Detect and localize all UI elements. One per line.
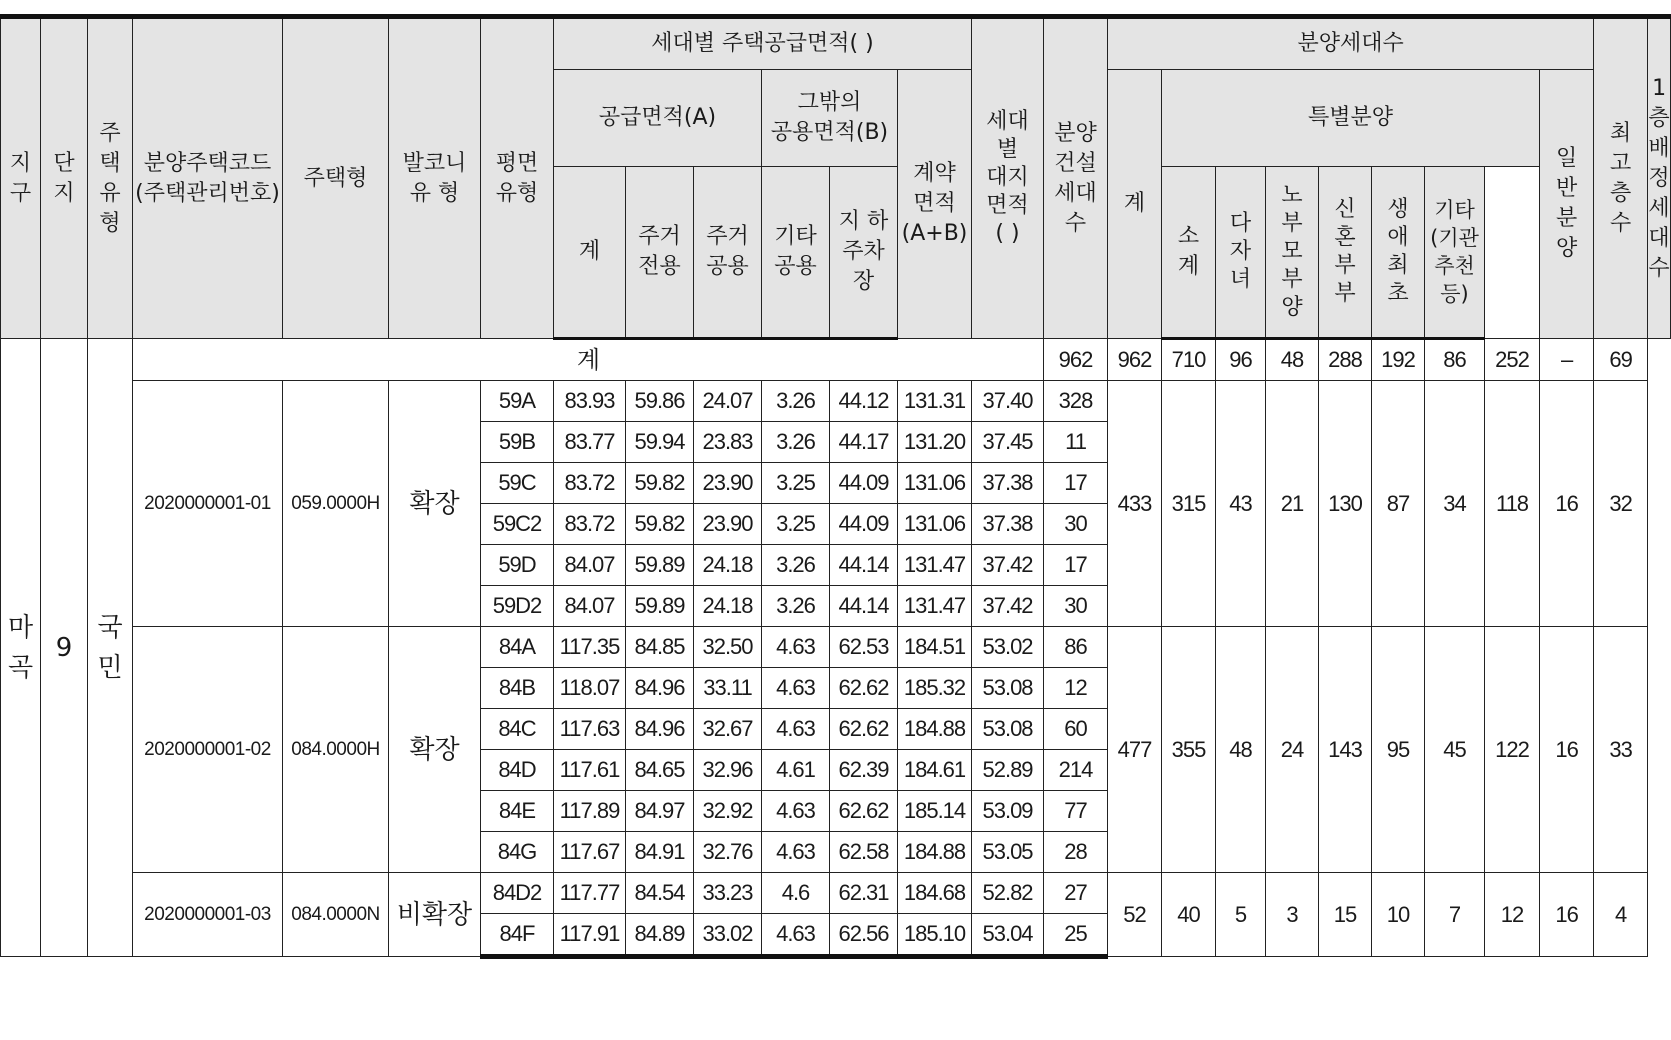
total-label: 계 — [133, 339, 1044, 381]
supply-area-cell: 117.89 — [554, 791, 626, 832]
housing-supply-table — [0, 14, 1671, 959]
living-exclusive-cell: 84.54 — [626, 873, 694, 914]
supply-area-cell: 117.63 — [554, 709, 626, 750]
multi-child-cell: 5 — [1216, 873, 1266, 957]
contract-area-cell: 184.61 — [898, 750, 972, 791]
contract-area-cell: 184.88 — [898, 832, 972, 873]
first-floor-cell: 33 — [1594, 627, 1648, 873]
header-complex: 단 지 — [41, 17, 88, 339]
etc-common-cell: 4.63 — [762, 668, 830, 709]
parking-cell: 62.62 — [830, 791, 898, 832]
land-area-cell: 37.42 — [972, 545, 1044, 586]
plan-cell: 59D2 — [481, 586, 554, 627]
parking-cell: 44.14 — [830, 545, 898, 586]
header-first-floor: 1층 배정 세대 수 — [1648, 17, 1671, 339]
etc-common-cell: 4.63 — [762, 791, 830, 832]
etc-common-cell: 3.26 — [762, 545, 830, 586]
living-common-cell: 32.76 — [694, 832, 762, 873]
supply-area-cell: 117.67 — [554, 832, 626, 873]
households-cell: 28 — [1044, 832, 1108, 873]
plan-cell: 59D — [481, 545, 554, 586]
max-floor-cell: 16 — [1540, 873, 1594, 957]
header-plan: 평면 유형 — [481, 17, 554, 339]
households-cell: 30 — [1044, 504, 1108, 545]
supply-area-cell: 118.07 — [554, 668, 626, 709]
total-first-time: 192 — [1372, 339, 1425, 381]
supply-area-cell: 84.07 — [554, 586, 626, 627]
living-exclusive-cell: 84.97 — [626, 791, 694, 832]
total-households: 962 — [1044, 339, 1108, 381]
table-row — [1, 381, 1671, 422]
header-supply-total: 계 — [554, 167, 626, 339]
header-other-common: 그밖의 공용면적(B) — [762, 70, 898, 167]
supply-area-cell: 117.77 — [554, 873, 626, 914]
households-cell: 86 — [1044, 627, 1108, 668]
land-area-cell: 53.09 — [972, 791, 1044, 832]
header-elderly-parent: 노 부 모 부 양 — [1266, 167, 1319, 339]
header-balcony: 발코니 유 형 — [389, 17, 481, 339]
total-others: 86 — [1425, 339, 1485, 381]
etc-common-cell: 4.63 — [762, 832, 830, 873]
contract-area-cell: 131.31 — [898, 381, 972, 422]
contract-area-cell: 184.88 — [898, 709, 972, 750]
households-cell: 17 — [1044, 545, 1108, 586]
living-common-cell: 32.92 — [694, 791, 762, 832]
header-living-exclusive: 주거 전용 — [626, 167, 694, 339]
supply-table-container — [0, 14, 1671, 959]
contract-area-cell: 185.32 — [898, 668, 972, 709]
sum-cell: 477 — [1108, 627, 1162, 873]
etc-common-cell: 4.61 — [762, 750, 830, 791]
living-common-cell: 33.23 — [694, 873, 762, 914]
header-sale-group: 분양세대수 — [1108, 17, 1594, 70]
total-general: 252 — [1485, 339, 1540, 381]
plan-cell: 84D2 — [481, 873, 554, 914]
header-land-area: 세대 별 대지 면적 ( ) — [972, 17, 1044, 339]
max-floor-cell: 16 — [1540, 627, 1594, 873]
plan-cell: 84C — [481, 709, 554, 750]
land-area-cell: 37.38 — [972, 463, 1044, 504]
header-first-time: 생 애 최 초 — [1372, 167, 1425, 339]
balcony-cell: 확장 — [389, 627, 481, 873]
plan-cell: 84A — [481, 627, 554, 668]
living-common-cell: 23.90 — [694, 463, 762, 504]
district-cell: 마 곡 — [1, 339, 41, 957]
total-newlywed: 288 — [1319, 339, 1372, 381]
living-exclusive-cell: 59.82 — [626, 463, 694, 504]
multi-child-cell: 43 — [1216, 381, 1266, 627]
land-area-cell: 37.38 — [972, 504, 1044, 545]
header-unit-type: 주택형 — [283, 17, 389, 339]
header-others: 기타 (기관 추천 등) — [1425, 167, 1485, 339]
header-underground-parking: 지 하 주차 장 — [830, 167, 898, 339]
elderly-parent-cell: 3 — [1266, 873, 1319, 957]
newlywed-cell: 130 — [1319, 381, 1372, 627]
first-time-cell: 95 — [1372, 627, 1425, 873]
households-cell: 60 — [1044, 709, 1108, 750]
etc-common-cell: 3.26 — [762, 586, 830, 627]
multi-child-cell: 48 — [1216, 627, 1266, 873]
living-exclusive-cell: 59.89 — [626, 586, 694, 627]
households-cell: 17 — [1044, 463, 1108, 504]
header-newlywed: 신 혼 부 부 — [1319, 167, 1372, 339]
land-area-cell: 52.82 — [972, 873, 1044, 914]
header-housing-type: 주 택 유 형 — [88, 17, 133, 339]
newlywed-cell: 15 — [1319, 873, 1372, 957]
total-max-floor: – — [1540, 339, 1594, 381]
living-common-cell: 24.07 — [694, 381, 762, 422]
unit-type-cell: 059.0000H — [283, 381, 389, 627]
land-area-cell: 53.04 — [972, 914, 1044, 957]
total-multi-child: 96 — [1216, 339, 1266, 381]
living-common-cell: 33.11 — [694, 668, 762, 709]
housing-code-cell: 2020000001-02 — [133, 627, 283, 873]
first-floor-cell: 32 — [1594, 381, 1648, 627]
etc-common-cell: 4.6 — [762, 873, 830, 914]
parking-cell: 44.09 — [830, 504, 898, 545]
supply-area-cell: 117.61 — [554, 750, 626, 791]
total-first-floor: 69 — [1594, 339, 1648, 381]
unit-type-cell: 084.0000H — [283, 627, 389, 873]
plan-cell: 84B — [481, 668, 554, 709]
contract-area-cell: 131.20 — [898, 422, 972, 463]
households-cell: 30 — [1044, 586, 1108, 627]
sum-cell: 433 — [1108, 381, 1162, 627]
living-exclusive-cell: 84.65 — [626, 750, 694, 791]
households-cell: 11 — [1044, 422, 1108, 463]
header-general: 일 반 분 양 — [1540, 70, 1594, 339]
contract-area-cell: 131.47 — [898, 545, 972, 586]
max-floor-cell: 16 — [1540, 381, 1594, 627]
land-area-cell: 37.45 — [972, 422, 1044, 463]
header-multi-child: 다 자 녀 — [1216, 167, 1266, 339]
header-district: 지 구 — [1, 17, 41, 339]
parking-cell: 62.31 — [830, 873, 898, 914]
living-common-cell: 23.83 — [694, 422, 762, 463]
living-common-cell: 32.67 — [694, 709, 762, 750]
living-common-cell: 32.50 — [694, 627, 762, 668]
supply-area-cell: 117.91 — [554, 914, 626, 957]
contract-area-cell: 184.51 — [898, 627, 972, 668]
living-common-cell: 32.96 — [694, 750, 762, 791]
land-area-cell: 53.08 — [972, 668, 1044, 709]
balcony-cell: 확장 — [389, 381, 481, 627]
plan-cell: 59C — [481, 463, 554, 504]
parking-cell: 62.58 — [830, 832, 898, 873]
complex-cell: 9 — [41, 339, 88, 957]
housing-code-cell: 2020000001-01 — [133, 381, 283, 627]
header-etc-common: 기타 공용 — [762, 167, 830, 339]
table-row — [1, 873, 1671, 914]
total-row — [1, 339, 1671, 381]
contract-area-cell: 131.47 — [898, 586, 972, 627]
total-subtotal: 710 — [1162, 339, 1216, 381]
plan-cell: 84E — [481, 791, 554, 832]
parking-cell: 44.14 — [830, 586, 898, 627]
living-exclusive-cell: 59.94 — [626, 422, 694, 463]
elderly-parent-cell: 24 — [1266, 627, 1319, 873]
header-code: 분양주택코드 (주택관리번호) — [133, 17, 283, 339]
etc-common-cell: 3.26 — [762, 422, 830, 463]
plan-cell: 84F — [481, 914, 554, 957]
households-cell: 214 — [1044, 750, 1108, 791]
header-sale-households: 분양 건설 세대 수 — [1044, 17, 1108, 339]
living-exclusive-cell: 59.86 — [626, 381, 694, 422]
living-exclusive-cell: 59.82 — [626, 504, 694, 545]
parking-cell: 62.56 — [830, 914, 898, 957]
households-cell: 25 — [1044, 914, 1108, 957]
plan-cell: 59A — [481, 381, 554, 422]
living-common-cell: 33.02 — [694, 914, 762, 957]
land-area-cell: 53.05 — [972, 832, 1044, 873]
subtotal-cell: 315 — [1162, 381, 1216, 627]
header-special: 특별분양 — [1162, 70, 1540, 167]
plan-cell: 59C2 — [481, 504, 554, 545]
living-exclusive-cell: 84.96 — [626, 709, 694, 750]
parking-cell: 62.53 — [830, 627, 898, 668]
total-sum: 962 — [1108, 339, 1162, 381]
living-exclusive-cell: 84.85 — [626, 627, 694, 668]
parking-cell: 62.39 — [830, 750, 898, 791]
living-common-cell: 23.90 — [694, 504, 762, 545]
plan-cell: 59B — [481, 422, 554, 463]
land-area-cell: 37.40 — [972, 381, 1044, 422]
etc-common-cell: 4.63 — [762, 914, 830, 957]
etc-common-cell: 3.25 — [762, 463, 830, 504]
housing-code-cell: 2020000001-03 — [133, 873, 283, 957]
living-exclusive-cell: 84.91 — [626, 832, 694, 873]
households-cell: 12 — [1044, 668, 1108, 709]
living-exclusive-cell: 84.96 — [626, 668, 694, 709]
subtotal-cell: 40 — [1162, 873, 1216, 957]
contract-area-cell: 131.06 — [898, 504, 972, 545]
etc-common-cell: 4.63 — [762, 709, 830, 750]
header-subtotal: 소 계 — [1162, 167, 1216, 339]
parking-cell: 44.17 — [830, 422, 898, 463]
households-cell: 77 — [1044, 791, 1108, 832]
living-exclusive-cell: 59.89 — [626, 545, 694, 586]
header-area-group: 세대별 주택공급면적( ) — [554, 17, 972, 70]
header-sum: 계 — [1108, 70, 1162, 339]
balcony-cell: 비확장 — [389, 873, 481, 957]
header-max-floor: 최 고 층 수 — [1594, 17, 1648, 339]
land-area-cell: 53.08 — [972, 709, 1044, 750]
others-cell: 7 — [1425, 873, 1485, 957]
elderly-parent-cell: 21 — [1266, 381, 1319, 627]
plan-cell: 84G — [481, 832, 554, 873]
newlywed-cell: 143 — [1319, 627, 1372, 873]
header-contract-area: 계약 면적 (A+B) — [898, 70, 972, 339]
general-cell: 12 — [1485, 873, 1540, 957]
table-row — [1, 627, 1671, 668]
supply-area-cell: 84.07 — [554, 545, 626, 586]
housing-type-cell: 국 민 — [88, 339, 133, 957]
living-common-cell: 24.18 — [694, 586, 762, 627]
table-header — [1, 17, 1671, 339]
land-area-cell: 37.42 — [972, 586, 1044, 627]
land-area-cell: 52.89 — [972, 750, 1044, 791]
plan-cell: 84D — [481, 750, 554, 791]
land-area-cell: 53.02 — [972, 627, 1044, 668]
supply-area-cell: 83.72 — [554, 463, 626, 504]
unit-type-cell: 084.0000N — [283, 873, 389, 957]
parking-cell: 44.09 — [830, 463, 898, 504]
others-cell: 34 — [1425, 381, 1485, 627]
contract-area-cell: 185.14 — [898, 791, 972, 832]
living-exclusive-cell: 84.89 — [626, 914, 694, 957]
supply-area-cell: 117.35 — [554, 627, 626, 668]
header-supply-area: 공급면적(A) — [554, 70, 762, 167]
supply-area-cell: 83.93 — [554, 381, 626, 422]
first-time-cell: 10 — [1372, 873, 1425, 957]
sum-cell: 52 — [1108, 873, 1162, 957]
households-cell: 27 — [1044, 873, 1108, 914]
first-time-cell: 87 — [1372, 381, 1425, 627]
etc-common-cell: 3.25 — [762, 504, 830, 545]
etc-common-cell: 3.26 — [762, 381, 830, 422]
total-elderly-parent: 48 — [1266, 339, 1319, 381]
subtotal-cell: 355 — [1162, 627, 1216, 873]
contract-area-cell: 184.68 — [898, 873, 972, 914]
contract-area-cell: 185.10 — [898, 914, 972, 957]
header-living-common: 주거 공용 — [694, 167, 762, 339]
parking-cell: 44.12 — [830, 381, 898, 422]
parking-cell: 62.62 — [830, 668, 898, 709]
others-cell: 45 — [1425, 627, 1485, 873]
contract-area-cell: 131.06 — [898, 463, 972, 504]
etc-common-cell: 4.63 — [762, 627, 830, 668]
households-cell: 328 — [1044, 381, 1108, 422]
first-floor-cell: 4 — [1594, 873, 1648, 957]
parking-cell: 62.62 — [830, 709, 898, 750]
supply-area-cell: 83.77 — [554, 422, 626, 463]
supply-area-cell: 83.72 — [554, 504, 626, 545]
general-cell: 118 — [1485, 381, 1540, 627]
living-common-cell: 24.18 — [694, 545, 762, 586]
general-cell: 122 — [1485, 627, 1540, 873]
